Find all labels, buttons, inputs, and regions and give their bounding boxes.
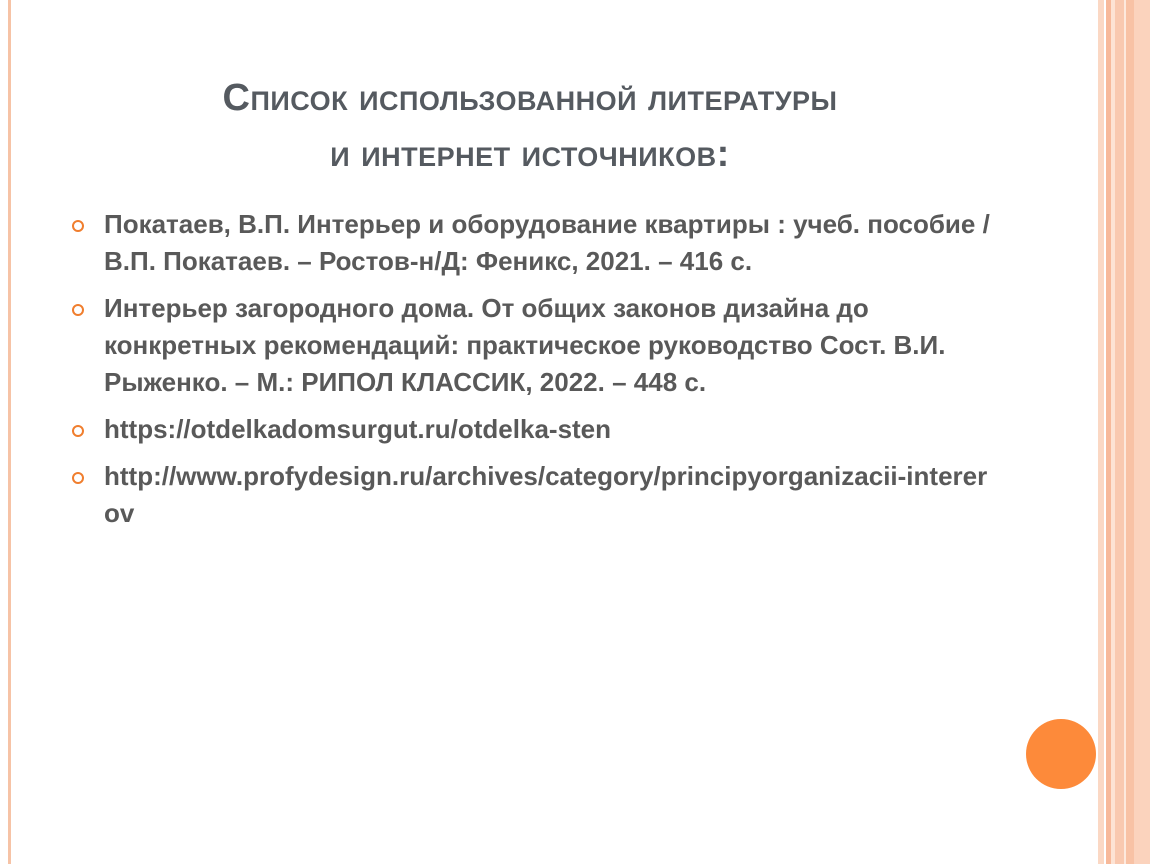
- slide-title-line-2: и интернет источников:: [330, 133, 730, 175]
- reference-text: Покатаев, В.П. Интерьер и оборудование квартиры : учеб. пособие / В.П. Покатаев. – Ростов-н/Д: Феникс, 2021. – 416 с.: [104, 209, 990, 276]
- left-border-line: [8, 0, 11, 864]
- slide-title: [60, 70, 1000, 182]
- reference-item: [72, 290, 1002, 401]
- reference-item: [72, 206, 1002, 280]
- reference-link[interactable]: https://otdelkadomsurgut.ru/otdelka-sten: [104, 414, 612, 444]
- reference-link[interactable]: http://www.profydesign.ru/archives/category/principyorganizacii-intererov: [104, 461, 988, 528]
- slide-title-line-1: Список использованной литературы: [222, 77, 838, 119]
- right-border-stripe: [1115, 0, 1124, 864]
- bullet-icon: [72, 472, 84, 484]
- right-border-stripe: [1134, 0, 1150, 864]
- reference-text: Интерьер загородного дома. От общих законов дизайна до конкретных рекомендаций: практическое руководство Сост. В.И. Рыженко. – М.: РИПОЛ КЛАССИК, 2022. – 448 с.: [104, 293, 946, 397]
- bullet-icon: [72, 220, 84, 232]
- bullet-icon: [72, 425, 84, 437]
- right-border-stripe: [1126, 0, 1134, 864]
- orange-circle-decoration: [1026, 719, 1096, 789]
- reference-item[interactable]: [72, 458, 1002, 532]
- reference-item[interactable]: [72, 411, 1002, 448]
- bullet-icon: [72, 304, 84, 316]
- references-list: [72, 206, 1002, 542]
